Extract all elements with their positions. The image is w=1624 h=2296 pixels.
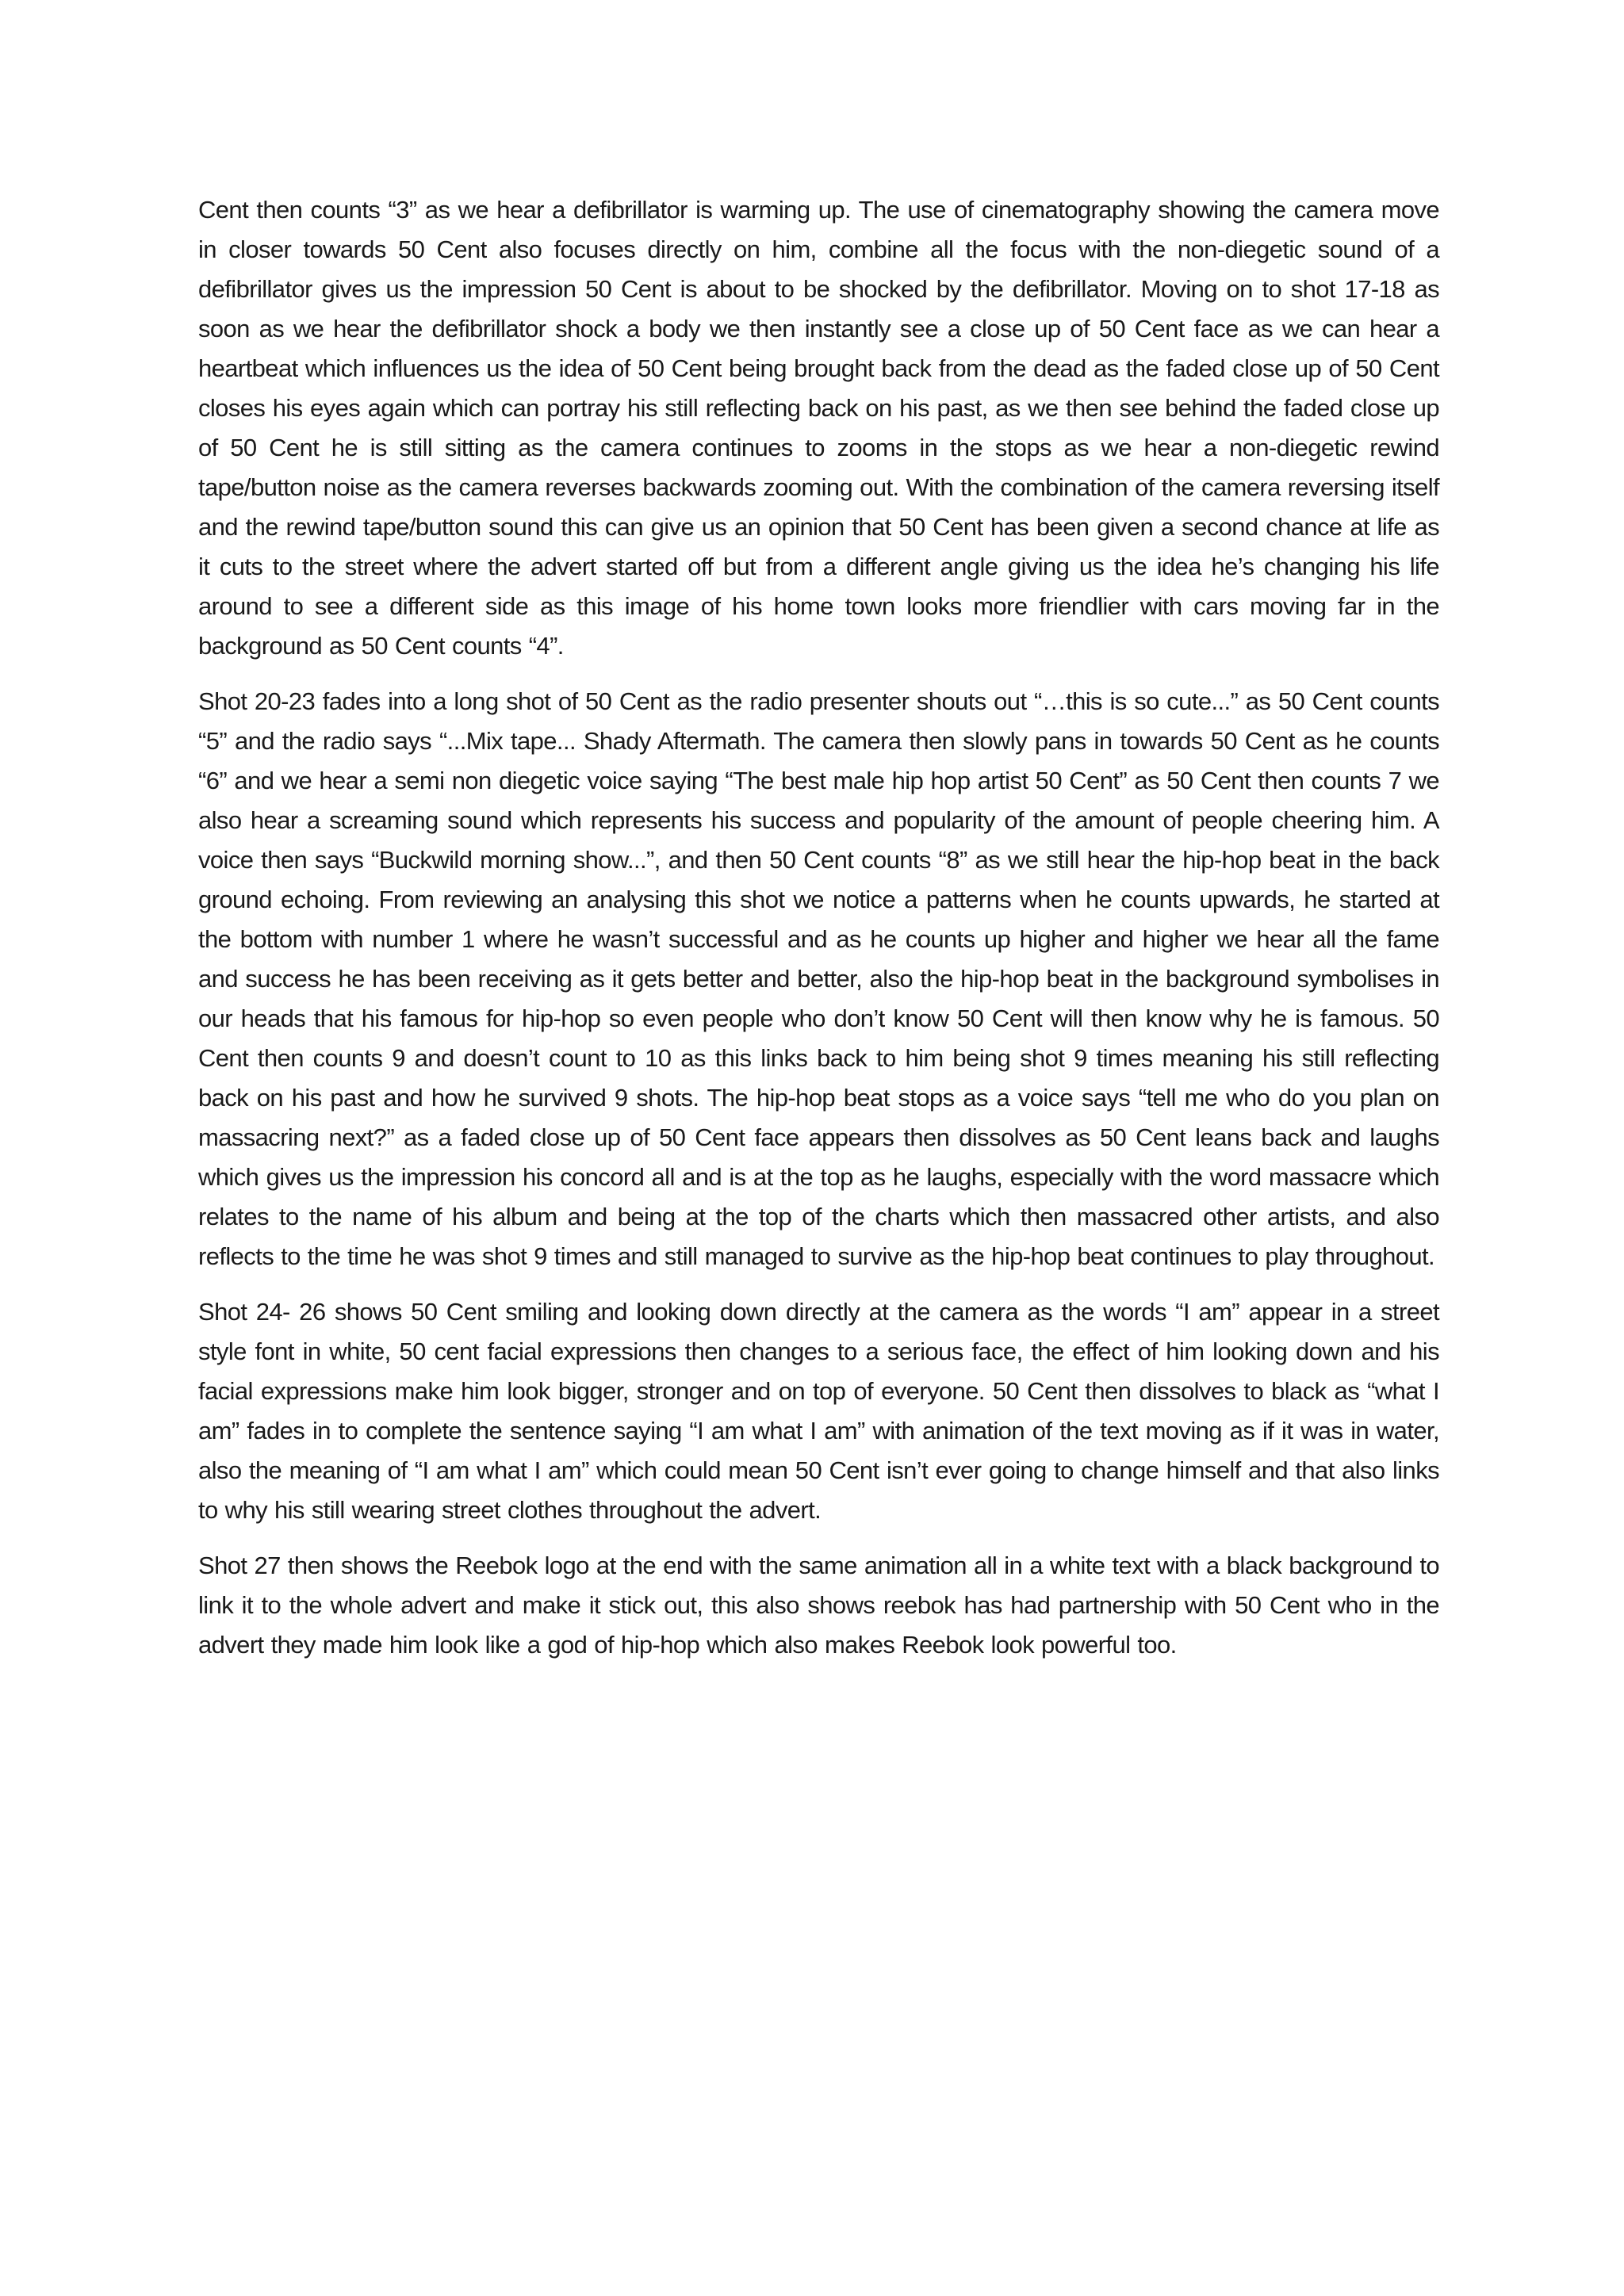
- document-body: [198, 190, 1439, 1681]
- paragraph-4: Shot 27 then shows the Reebok logo at the end with the same animation all in a white text with a black background to link it to the whole advert and make it stick out, this also shows reebok has had partnership with 50 Cent who in the advert they made him look like a god of hip-hop which also makes Reebok look powerful too.: [198, 1552, 1439, 1659]
- paragraph-1: Cent then counts “3” as we hear a defibrillator is warming up. The use of cinematography showing the camera move in closer towards 50 Cent also focuses directly on him, combine all the focus with the non-diegetic sound of a defibrillator gives us the impression 50 Cent is about to be shocked by the defibrillator. Moving on to shot 17-18 as soon as we hear the defibrillator shock a body we then instantly see a close up of 50 Cent face as we can hear a heartbeat which influences us the idea of 50 Cent being brought back from the dead as the faded close up of 50 Cent closes his eyes again which can portray his still reflecting back on his past, as we then see behind the faded close up of 50 Cent he is still sitting as the camera continues to zooms in the stops as we hear a non-diegetic rewind tape/button noise as the camera reverses backwards zooming out. With the combination of the camera reversing itself and the rewind tape/button sound this can give us an opinion that 50 Cent has been given a second chance at life as it cuts to the street where the advert started off but from a different angle giving us the idea he’s changing his life around to see a different side as this image of his home town looks more friendlier with cars moving far in the background as 50 Cent counts “4”.: [198, 196, 1439, 660]
- paragraph-2: Shot 20-23 fades into a long shot of 50 Cent as the radio presenter shouts out “…this is so cute...” as 50 Cent counts “5” and the radio says “...Mix tape... Shady Aftermath. The camera then slowly pans in towards 50 Cent as he counts “6” and we hear a semi non diegetic voice saying “The best male hip hop artist 50 Cent” as 50 Cent then counts 7 we also hear a screaming sound which represents his success and popularity of the amount of people cheering him. A voice then says “Buckwild morning show...”, and then 50 Cent counts “8” as we still hear the hip-hop beat in the back ground echoing. From reviewing an analysing this shot we notice a patterns when he counts upwards, he started at the bottom with number 1 where he wasn’t successful and as he counts up higher and higher we hear all the fame and success he has been receiving as it gets better and better, also the hip-hop beat in the background symbolises in our heads that his famous for hip-hop so even people who don’t know 50 Cent will then know why he is famous. 50 Cent then counts 9 and doesn’t count to 10 as this links back to him being shot 9 times meaning his still reflecting back on his past and how he survived 9 shots. The hip-hop beat stops as a voice says “tell me who do you plan on massacring next?” as a faded close up of 50 Cent face appears then dissolves as 50 Cent leans back and laughs which gives us the impression his concord all and is at the top as he laughs, especially with the word massacre which relates to the name of his album and being at the top of the charts which then massacred other artists, and also reflects to the time he was shot 9 times and still managed to survive as the hip-hop beat continues to play throughout.: [198, 687, 1439, 1270]
- paragraph-3: Shot 24- 26 shows 50 Cent smiling and looking down directly at the camera as the words “I am” appear in a street style font in white, 50 cent facial expressions then changes to a serious face, the effect of him looking down and his facial expressions make him look bigger, stronger and on top of everyone. 50 Cent then dissolves to black as “what I am” fades in to complete the sentence saying “I am what I am” with animation of the text moving as if it was in water, also the meaning of “I am what I am” which could mean 50 Cent isn’t ever going to change himself and that also links to why his still wearing street clothes throughout the advert.: [198, 1298, 1439, 1524]
